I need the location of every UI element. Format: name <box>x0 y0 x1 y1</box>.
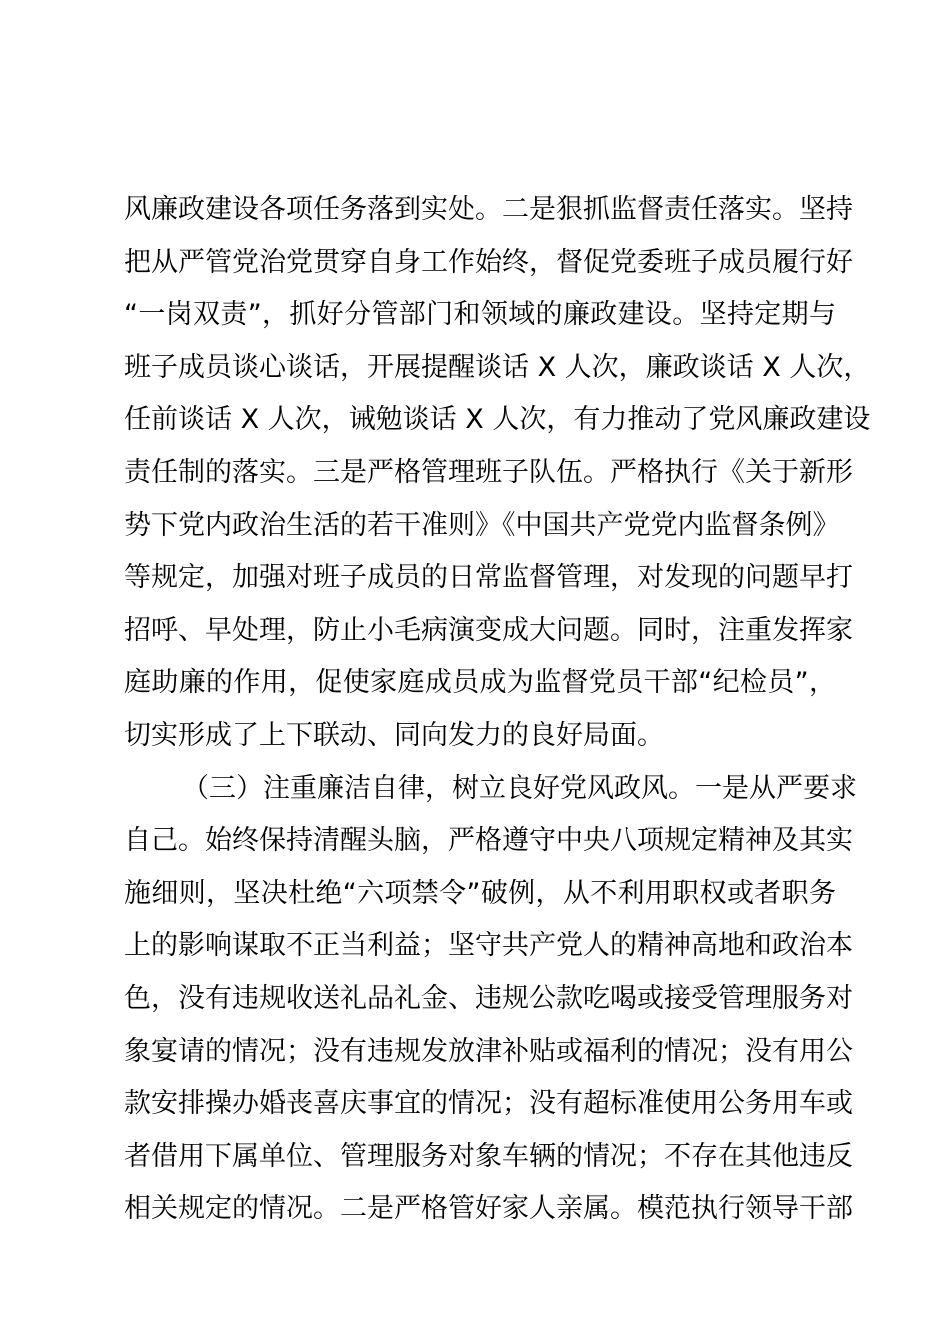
text-line-8: 等规定，加强对班子成员的日常监督管理，对发现的问题早打 <box>124 562 853 594</box>
text-line-11: 切实形成了上下联动、同向发力的良好局面。 <box>124 719 664 751</box>
text-line-13: 自己。始终保持清醒头脑，严格遵守中央八项规定精神及其实 <box>124 825 853 857</box>
text-line-15: 上的影响谋取不正当利益；坚守共产党人的精神高地和政治本 <box>124 930 853 962</box>
text-line-19: 者借用下属单位、管理服务对象车辆的情况；不存在其他违反 <box>124 1140 853 1172</box>
text-line-2: 把从严管党治党贯穿自身工作始终，督促党委班子成员履行好 <box>124 246 853 278</box>
text-line-16: 色，没有违规收送礼品礼金、违规公款吃喝或接受管理服务对 <box>124 982 853 1014</box>
text-line-18: 款安排操办婚丧喜庆事宜的情况；没有超标准使用公务用车或 <box>124 1088 853 1120</box>
text-line-17: 象宴请的情况；没有违规发放津补贴或福利的情况；没有用公 <box>124 1035 853 1067</box>
text-line-4: 班子成员谈心谈话，开展提醒谈话 X 人次，廉政谈话 X 人次， <box>124 351 871 383</box>
text-line-9: 招呼、早处理，防止小毛病演变成大问题。同时，注重发挥家 <box>124 614 853 646</box>
body-text <box>124 184 871 1236</box>
text-line-5: 任前谈话 X 人次，诫勉谈话 X 人次，有力推动了党风廉政建设 <box>124 404 871 436</box>
text-line-7: 势下党内政治生活的若干准则》《中国共产党党内监督条例》 <box>124 509 840 541</box>
text-line-6: 责任制的落实。三是严格管理班子队伍。严格执行《关于新形 <box>124 456 853 488</box>
text-line-10: 庭助廉的作用，促使家庭成员成为监督党员干部“纪检员”， <box>124 667 836 699</box>
section-heading-line: （三）注重廉洁自律，树立良好党风政风。一是从严要求 <box>182 772 857 804</box>
text-line-1: 风廉政建设各项任务落到实处。二是狠抓监督责任落实。坚持 <box>124 194 853 225</box>
text-line-14: 施细则，坚决杜绝“六项禁令”破例，从不利用职权或者职务 <box>124 877 836 909</box>
text-line-3: “一岗双责”，抓好分管部门和领域的廉政建设。坚持定期与 <box>124 299 836 331</box>
text-line-20: 相关规定的情况。二是严格管好家人亲属。模范执行领导干部 <box>124 1193 853 1225</box>
